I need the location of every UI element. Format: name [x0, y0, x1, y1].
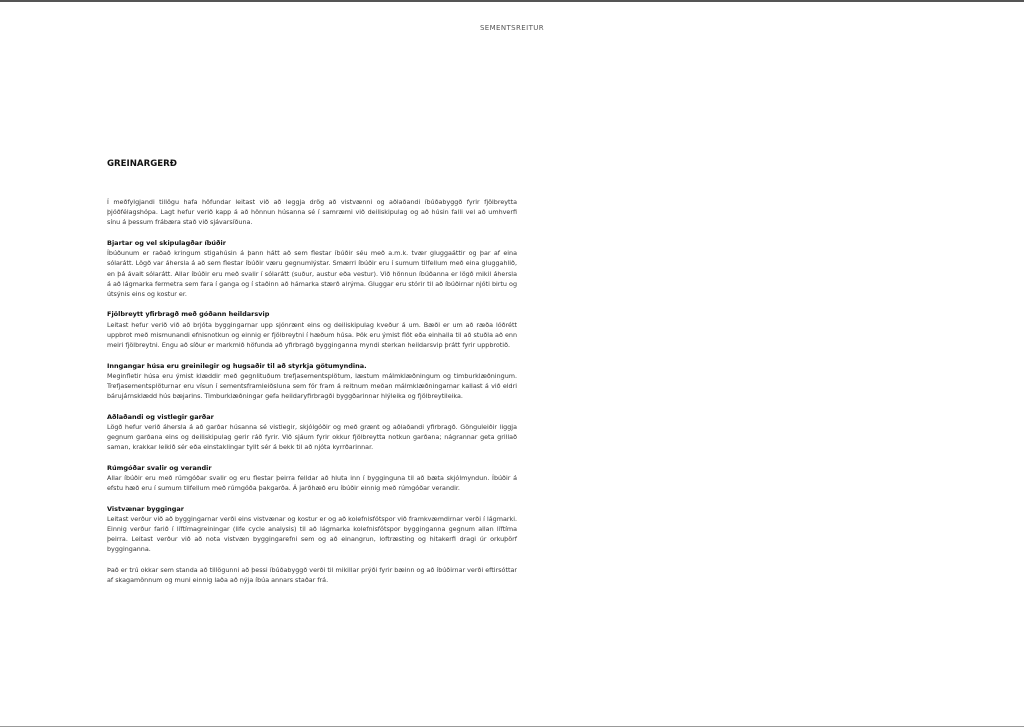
section-text: Meginfletir húsa eru ýmist klæddir með gegnlituðum trefjasementsplötum, læstum málmklæðningum og timburklæðningum. Trefjasementsplöturnar eru vísun í sementsframleiðsluna sem fór fram á reitnum meðan málmklæðningarnar kallast á við eldri bárujárnsklædd hús bæjarins. Timburklæðningar gefa heildaryfirbragði byggðarinnar hlýleika og fjölbreytileika. [107, 371, 517, 401]
section-entrances [107, 361, 517, 402]
section-balconies [107, 463, 517, 494]
section-gardens [107, 412, 517, 453]
report-body [107, 197, 517, 596]
section-sustainable [107, 504, 517, 555]
section-text: Lögð hefur verið áhersla á að garðar húsanna sé vistlegir, skjólgóðir og með grænt og aðlaðandi yfirbragð. Gönguleiðir liggja gegnum garðana eins og deiliskipulag gerir ráð fyrir. Við sjáum fyrir okkur fjölbreytta notkun garðana; nágrannar geta grillað saman, krakkar leikið sér eða einstaklingar tyllt sér á bekk til að njóta kyrrðarinnar. [107, 422, 517, 452]
section-heading: Vistvænar byggingar [107, 504, 184, 513]
section-text: Íbúðunum er raðað kringum stigahúsin á þann hátt að sem flestar íbúðir séu með a.m.k. tvær gluggaáttir og þar af eina sólarátt. Lögð var áhersla á að sem flestar íbúðir væru gegnumlýstar. Smærri íbúðir eru í sumum tilfellum með eina gluggahlið, en þá ávalt sólarátt. Allar íbúðir eru með svalir í sólarátt (suður, austur eða vestur). Við hönnun íbúðanna er lögð mikil áhersla á að lágmarka fermetra sem fara í ganga og í staðinn að hámarka stærð alrýma. Gluggar eru stórir til að íbúðirnar njóti birtu og útsýnis eins og kostur er. [107, 249, 517, 298]
section-heading: Fjölbreytt yfirbragð með góðann heildarsvip [107, 310, 270, 319]
section-apartments [107, 238, 517, 299]
section-text: Leitast verður við að byggingarnar verði eins vistvænar og kostur er og að kolefnisfótspor við framkvæmdirnar verði í lágmarki. Einnig verður farið í líftímagreiningar (life cycle analysis) til að lágmarka kolefnisfótspor bygginganna gegnum allan líftíma þeirra. Leitast verður við að nota vistvæn byggingarefni sem og að einangrun, loftræsting og hitakerfi dragi úr orkuþörf bygginganna. [107, 514, 517, 554]
section-text: Leitast hefur verið við að brjóta byggingarnar upp sjónrænt eins og deiliskipulag kveður á um. Bæði er um að ræða lóðrétt uppbrot með mismunandi efnisnotkun og einnig er fjölbreytni í hæðum húsa. Þök eru ýmist flöt eða einhalla til að stuðla að enn meiri fjölbreytni. Engu að síður er markmið höfunda að yfirbragð bygginganna myndi sterkan heildarsvip þrátt fyrir uppbrotið. [107, 320, 517, 350]
running-header: SEMENTSREITUR [479, 24, 545, 32]
section-heading: Bjartar og vel skipulagðar íbúðir [107, 238, 226, 247]
intro-paragraph: Í meðfylgjandi tillögu hafa höfundar leitast við að leggja drög að vistvænni og aðlaðandi íbúðabyggð fyrir fjölbreytta þjóðfélagshópa. Lagt hefur verið kapp á að hönnun húsanna sé í samræmi við deiliskipulag og að húsin falli vel að umhverfi sínu á þessum frábæra stað við sjávarsíðuna. [107, 198, 517, 227]
section-heading: Aðlaðandi og vistlegir garðar [107, 412, 214, 421]
section-text: Allar íbúðir eru með rúmgóðar svalir og eru flestar þeirra felldar að hluta inn í bygginguna til að bæta skjólmyndun. Íbúðir á efstu hæð eru í sumum tilfellum með rúmgóða þakgarða. Á jarðhæð eru íbúðir einnig með rúmgóðar verandir. [107, 473, 517, 493]
closing-paragraph: Það er trú okkar sem standa að tillögunni að þessi íbúðabyggð verði til mikillar prýði fyrir bæinn og að íbúðirnar verði eftirsóttar af skagamönnum og muni einnig laða að nýja íbúa annars staðar frá. [107, 565, 517, 585]
section-appearance [107, 309, 517, 350]
section-heading: Rúmgóðar svalir og verandir [107, 463, 212, 472]
section-heading: Inngangar húsa eru greinilegir og hugsaðir til að styrkja götumyndina. [107, 361, 367, 370]
page-title: GREINARGERÐ [107, 159, 177, 169]
